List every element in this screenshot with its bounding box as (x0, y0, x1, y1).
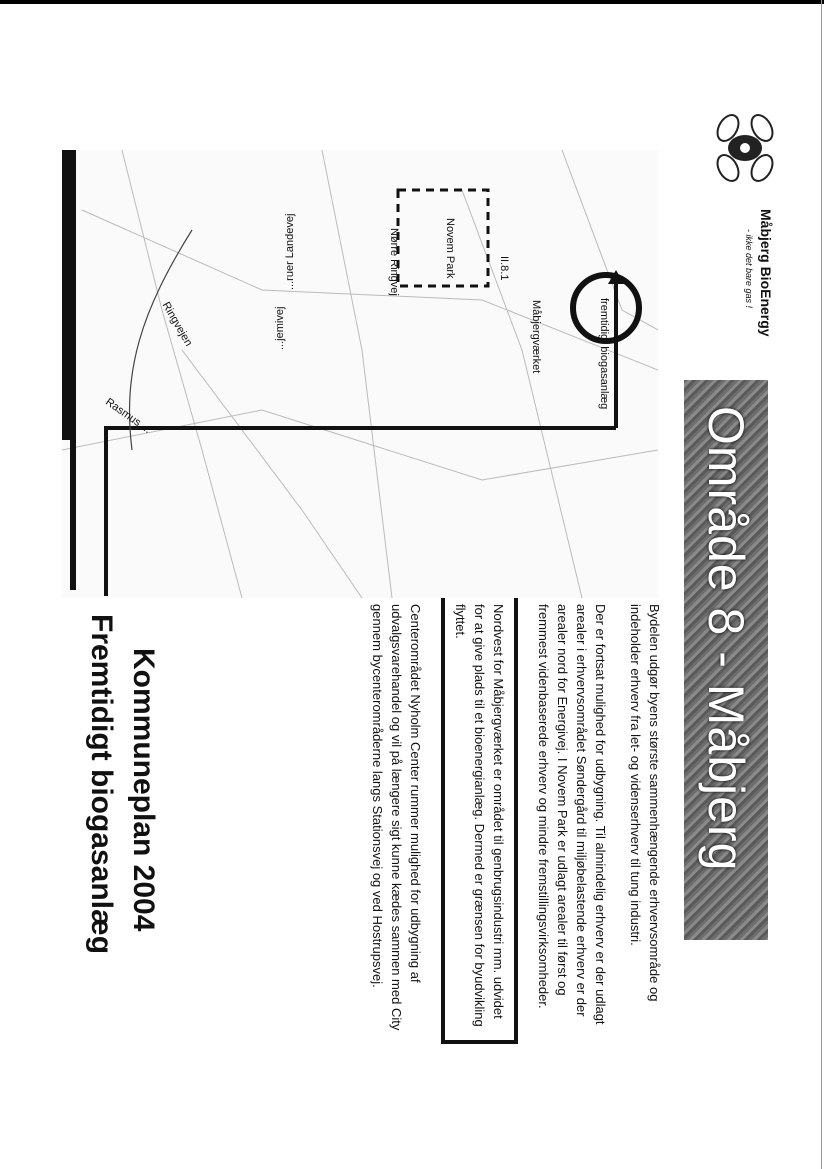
title-biogas: Fremtidigt biogasanlæg (85, 614, 118, 955)
page-banner (684, 380, 768, 940)
map-drawing (62, 150, 658, 598)
map-label-park: Novem Park (444, 218, 456, 279)
paragraph-4: Centerområdet Nyholm Center rummer mulighed for udbygning af udvalgsvarehandel og vil på længere sigt kunne kædes sammen med City gennem bycenterområderne langs Stationsvej og ved Hostrupsvej. (370, 604, 423, 1031)
title-kommuneplan: Kommuneplan 2004 (127, 648, 160, 932)
paragraph-1: Bydelen udgør byens største sammenhængende erhvervsområde og indeholder erhverv fra let- og videnserhverv til tung industri. (628, 604, 662, 1002)
area-map (62, 150, 658, 598)
paragraph-2: Der er fortsat mulighed for udbygning. Til almindelig erhverv er der udlagt arealer i erhvervsområdet Søndergård til miljøbelastende erhverv er der arealer nord for Energivej. I Novem Park er udlagt arealer til først og fremmest videnbaserede erhverv og mindre fremstillingsvirksomheder. (536, 604, 608, 1025)
map-label-road-rasmus: Rasmus ... (103, 396, 154, 436)
map-label-road-energi: ...jemivej (274, 306, 286, 350)
map-label-plant: Måbjergværket (530, 300, 542, 374)
logo-name: Måbjerg BioEnergy (758, 209, 774, 337)
page-edge-right (821, 0, 822, 1169)
map-label-road-north: Nørre Ringvej (388, 228, 400, 296)
logo-emblem-icon (710, 113, 780, 183)
body-text (352, 604, 664, 1044)
map-label-site: fremtidigt biogasanlæg (598, 298, 610, 410)
paragraph-3-framed: Nordvest for Måbjergværket er området til genbrugsindustri mm. udvidet for at give plads til et bioenergianlæg. Dermed er grænsen for byudvikling flyttet. (441, 592, 518, 1044)
logo-tagline: - ikke det bare gas ! (744, 229, 754, 309)
logo (700, 105, 790, 375)
map-label-road-landevej: ...ruer Landevej (284, 213, 296, 290)
page-edge-top (0, 0, 824, 4)
map-label-road-ringvej: Ringvejen (159, 300, 195, 349)
banner-title: Område 8 - Måbjerg (698, 406, 754, 872)
map-label-area-code: II.8.1 (498, 256, 510, 281)
